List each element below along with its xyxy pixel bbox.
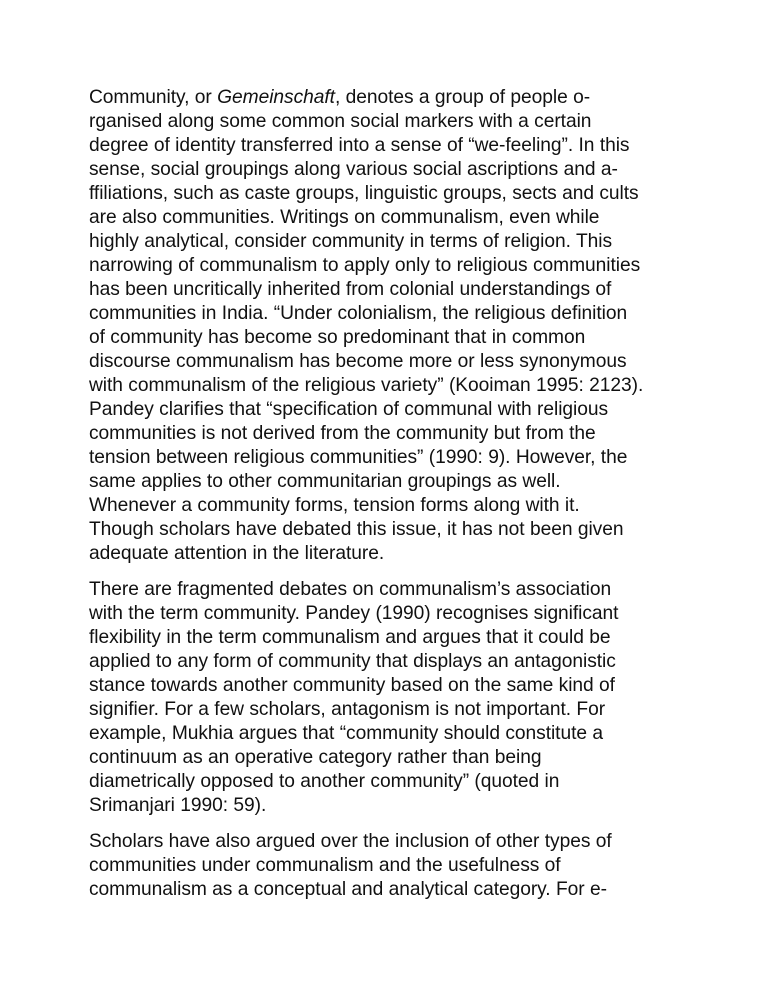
text-line: adequate attention in the literature.	[89, 543, 385, 564]
text-line: of community has become so predominant that in common	[89, 327, 586, 348]
text-line: flexibility in the term communalism and argues that it could be	[89, 627, 611, 648]
text-line: sense, social groupings along various social ascriptions and a-	[89, 159, 618, 180]
text-line: Whenever a community forms, tension forms along with it.	[89, 495, 580, 516]
text-line: communalism as a conceptual and analytical category. For e-	[89, 879, 607, 900]
text-line: stance towards another community based on the same kind of	[89, 675, 615, 696]
text-line: communities in India. “Under colonialism, the religious definition	[89, 303, 628, 324]
text-line: Srimanjari 1990: 59).	[89, 795, 267, 816]
text-line: narrowing of communalism to apply only to religious communities	[89, 255, 641, 276]
text-line: with the term community. Pandey (1990) recognises significant	[89, 603, 619, 624]
text-line: diametrically opposed to another community” (quoted in	[89, 771, 560, 792]
line-suffix: , denotes a group of people o-	[334, 87, 591, 108]
text-line: signifier. For a few scholars, antagonism is not important. For	[89, 699, 606, 720]
text-line: are also communities. Writings on communalism, even while	[89, 207, 600, 228]
text-line: tension between religious communities” (1990: 9). However, the	[89, 447, 628, 468]
text-line: communities under communalism and the usefulness of	[89, 855, 561, 876]
text-line: Scholars have also argued over the inclusion of other types of	[89, 831, 612, 852]
text-line	[89, 86, 671, 110]
text-line: ffiliations, such as caste groups, linguistic groups, sects and cults	[89, 183, 639, 204]
text-line: applied to any form of community that displays an antagonistic	[89, 651, 616, 672]
paragraph-3	[89, 830, 671, 902]
italic-term-gemeinschaft: Gemeinschaft	[217, 87, 335, 108]
text-line: example, Mukhia argues that “community should constitute a	[89, 723, 603, 744]
body-text-column	[89, 86, 671, 902]
text-line: communities is not derived from the community but from the	[89, 423, 596, 444]
text-line: has been uncritically inherited from colonial understandings of	[89, 279, 612, 300]
text-line: There are fragmented debates on communalism’s association	[89, 579, 612, 600]
text-line: with communalism of the religious variety” (Kooiman 1995: 2123).	[89, 375, 644, 396]
text-line: rganised along some common social markers with a certain	[89, 111, 592, 132]
text-line: degree of identity transferred into a sense of “we-feeling”. In this	[89, 135, 630, 156]
paragraph-2	[89, 578, 671, 818]
line-prefix: Community, or	[89, 87, 218, 108]
text-line: Though scholars have debated this issue, it has not been given	[89, 519, 624, 540]
text-line: continuum as an operative category rather than being	[89, 747, 542, 768]
text-line: same applies to other communitarian groupings as well.	[89, 471, 561, 492]
text-line: highly analytical, consider community in terms of religion. This	[89, 231, 612, 252]
paragraph-1	[89, 86, 671, 566]
text-line: discourse communalism has become more or less synonymous	[89, 351, 627, 372]
text-line: Pandey clarifies that “specification of communal with religious	[89, 399, 609, 420]
